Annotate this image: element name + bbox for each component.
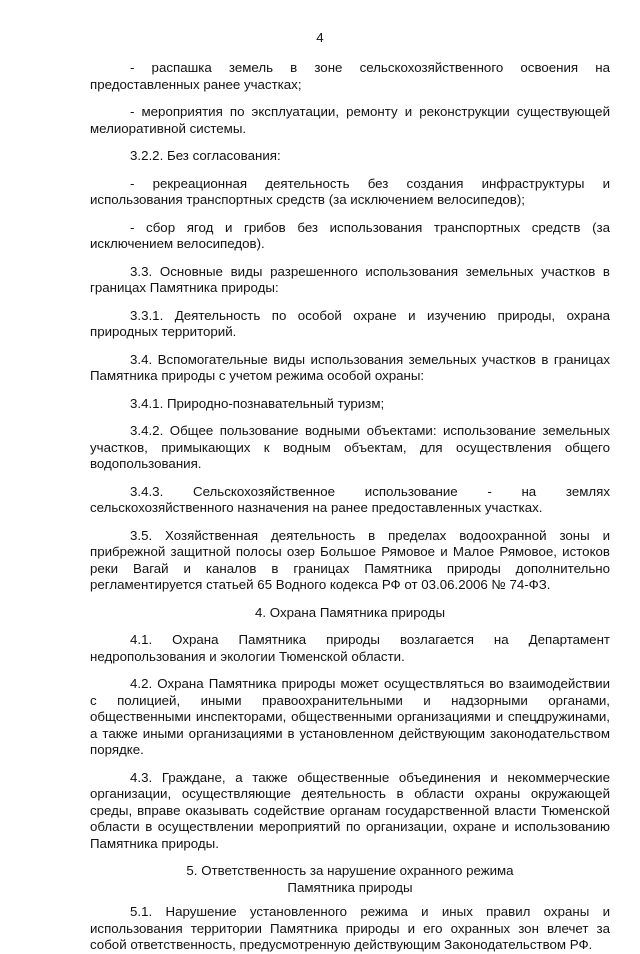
paragraph: - распашка земель в зоне сельскохозяйственного освоения на предоставленных ранее участках; bbox=[90, 60, 610, 92]
paragraph: 3.4.1. Природно-познавательный туризм; bbox=[130, 395, 385, 411]
section-heading-line: 5. Ответственность за нарушение охранного режима bbox=[186, 863, 514, 878]
section-heading bbox=[90, 863, 610, 896]
paragraph: - сбор ягод и грибов без использования транспортных средств (за исключением велосипедов). bbox=[90, 219, 610, 251]
paragraph: 3.3.1. Деятельность по особой охране и изучению природы, охрана природных территорий. bbox=[90, 307, 610, 339]
paragraph: 3.4.2. Общее пользование водными объектами: использование земельных участков, примыкающих к водным объектам, для осуществления общего водопользования. bbox=[90, 423, 610, 471]
page-number: 4 bbox=[316, 30, 324, 45]
paragraph: 3.5. Хозяйственная деятельность в пределах водоохранной зоны и прибрежной защитной полосы озер Большое Рямовое и Малое Рямовое, истоков реки Вагай и каналов в границах Памятника природы дополнительно регламентируется статьей 65 Водного кодекса РФ от 03.06.2006 № 74-ФЗ. bbox=[90, 527, 610, 592]
paragraph: 3.4. Вспомогательные виды использования земельных участков в границах Памятника природы с учетом режима особой охраны: bbox=[90, 351, 610, 383]
paragraph: 5.1. Нарушение установленного режима и иных правил охраны и использования территории Памятника природы и его охранных зон влечет за собой ответственность, предусмотренную действующим Законодательством РФ. bbox=[90, 904, 610, 952]
paragraph: 3.3. Основные виды разрешенного использования земельных участков в границах Памятника природы: bbox=[90, 263, 610, 295]
paragraph: 3.4.3. Сельскохозяйственное использование - на землях сельскохозяйственного назначения на ранее предоставленных участках. bbox=[90, 483, 610, 515]
document-body bbox=[90, 60, 610, 954]
paragraph: 4.2. Охрана Памятника природы может осуществляться во взаимодействии с полицией, иными правоохранительными и надзорными органами, общественными инспекторами, общественными организациями и спецдружинами, а также иными организациями в установленном действующим законодательством порядке. bbox=[90, 676, 610, 757]
paragraph: 3.2.2. Без согласования: bbox=[130, 148, 281, 163]
paragraph: 4.1. Охрана Памятника природы возлагается на Департамент недропользования и экологии Тюменской области. bbox=[90, 632, 610, 664]
paragraph: 4.3. Граждане, а также общественные объединения и некоммерческие организации, осуществляющие деятельность в области охраны окружающей среды, вправе оказывать содействие органам государственной власти Тюменской области в осуществлении мероприятий по организации, охране и использованию Памятника природы. bbox=[90, 769, 610, 851]
paragraph: - мероприятия по эксплуатации, ремонту и реконструкции существующей мелиоративной системы. bbox=[90, 104, 610, 136]
paragraph: - рекреационная деятельность без создания инфраструктуры и использования транспортных средств (за исключением велосипедов); bbox=[90, 175, 610, 207]
section-heading: 4. Охрана Памятника природы bbox=[254, 604, 446, 620]
section-heading-line: Памятника природы bbox=[287, 879, 413, 895]
